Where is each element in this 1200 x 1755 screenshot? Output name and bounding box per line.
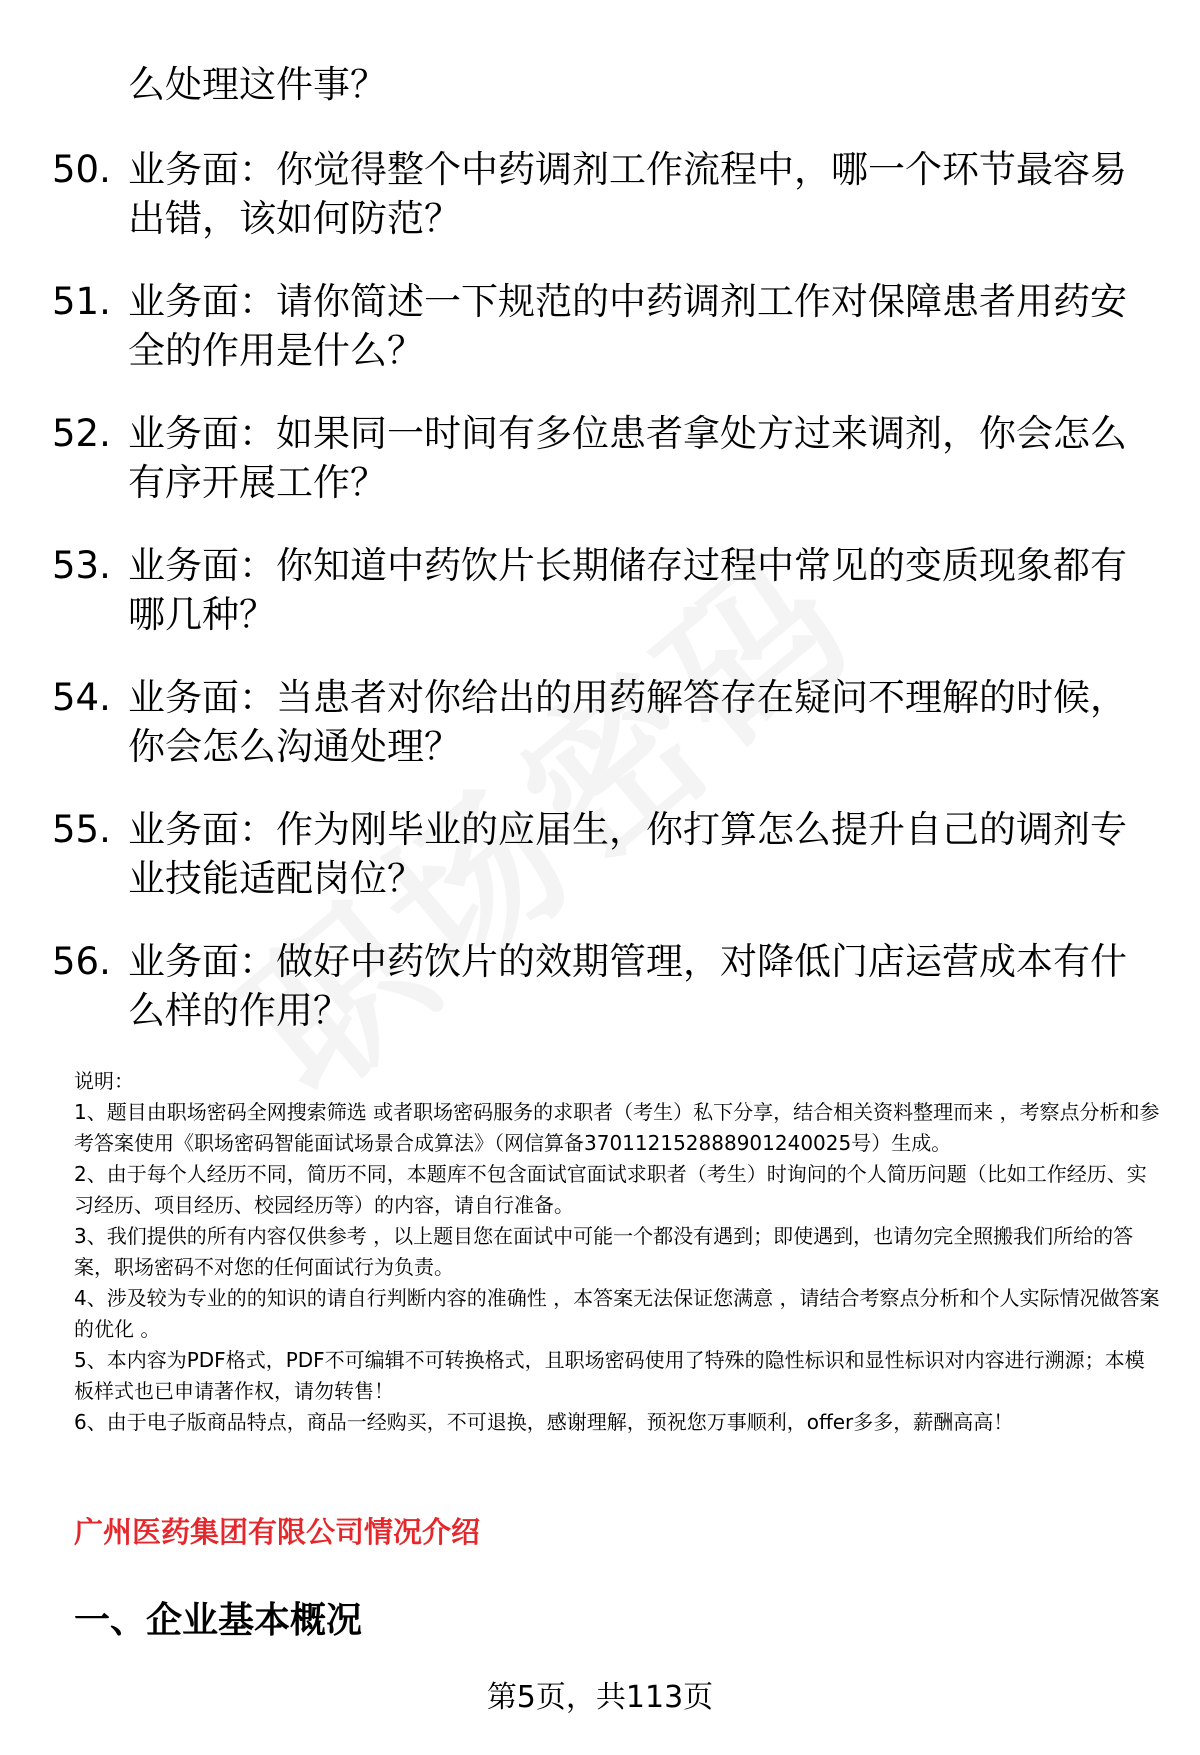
section-heading: 一、企业基本概况	[74, 1600, 363, 1641]
question-text: 业务面：做好中药饮片的效期管理，对降低门店运营成本有什么样的作用？	[128, 940, 1127, 1032]
notes-section	[74, 1066, 1164, 1438]
question-text: 业务面：作为刚毕业的应届生，你打算怎么提升自己的调剂专业技能适配岗位？	[128, 808, 1127, 900]
question-continuation: 么处理这件事？	[128, 63, 387, 106]
question-list	[52, 145, 1142, 1069]
question-text: 业务面：当患者对你给出的用药解答存在疑问不理解的时候，你会怎么沟通处理？	[128, 676, 1127, 768]
question-number: 54.	[52, 676, 111, 719]
question-text: 业务面：你觉得整个中药调剂工作流程中，哪一个环节最容易出错，该如何防范？	[128, 148, 1127, 240]
question-number: 51.	[52, 280, 111, 323]
note-item: 3、我们提供的所有内容仅供参考 ，以上题目您在面试中可能一个都没有遇到；即使遇到，也请勿完全照搬我们所给的答案，职场密码不对您的任何面试行为负责。	[74, 1224, 1134, 1279]
question-item	[52, 937, 1142, 1035]
note-item: 2、由于每个人经历不同，简历不同，本题库不包含面试官面试求职者（考生）时询问的个人简历问题（比如工作经历、实习经历、项目经历、校园经历等）的内容，请自行准备。	[74, 1162, 1147, 1217]
question-item	[52, 277, 1142, 375]
note-item: 5、本内容为PDF格式，PDF不可编辑不可转换格式，且职场密码使用了特殊的隐性标识和显性标识对内容进行溯源；本模板样式也已申请著作权，请勿转售！	[74, 1348, 1145, 1403]
page-footer: 第5页，共113页	[486, 1680, 714, 1715]
question-item	[52, 673, 1142, 771]
question-number: 52.	[52, 412, 111, 455]
note-item: 4、涉及较为专业的的知识的请自行判断内容的准确性 ，本答案无法保证您满意 ，请结合考察点分析和个人实际情况做答案的优化 。	[74, 1286, 1160, 1341]
question-item	[52, 145, 1142, 243]
question-item	[52, 541, 1142, 639]
question-number: 56.	[52, 940, 111, 983]
question-number: 53.	[52, 544, 111, 587]
question-text: 业务面：请你简述一下规范的中药调剂工作对保障患者用药安全的作用是什么？	[128, 280, 1127, 372]
question-number: 55.	[52, 808, 111, 851]
question-text: 业务面：如果同一时间有多位患者拿处方过来调剂，你会怎么有序开展工作？	[128, 412, 1127, 504]
note-item: 6、由于电子版商品特点，商品一经购买，不可退换，感谢理解，预祝您万事顺利，offer多多，薪酬高高！	[74, 1410, 1014, 1434]
note-item: 1、题目由职场密码全网搜索筛选 或者职场密码服务的求职者（考生）私下分享，结合相关资料整理而来 ，考察点分析和参考答案使用《职场密码智能面试场景合成算法》（网信算备370112152888901240025号）生成。	[74, 1100, 1160, 1155]
notes-heading: 说明：	[74, 1069, 134, 1093]
question-item	[52, 409, 1142, 507]
question-item	[52, 805, 1142, 903]
question-text: 业务面：你知道中药饮片长期储存过程中常见的变质现象都有哪几种？	[128, 544, 1127, 636]
question-number: 50.	[52, 148, 111, 191]
company-title: 广州医药集团有限公司情况介绍	[74, 1515, 481, 1549]
